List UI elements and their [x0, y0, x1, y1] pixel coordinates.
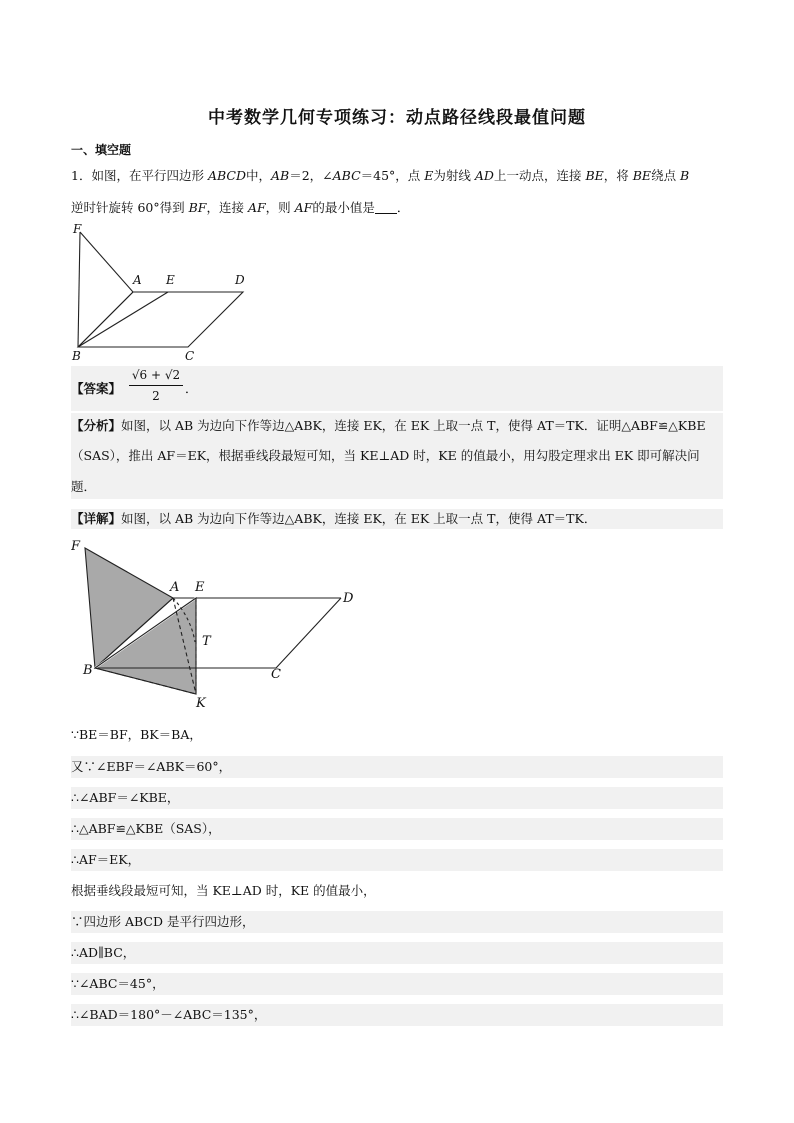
step-line: ∴△ABF≌△KBE（SAS）， [71, 818, 723, 840]
step-line: ∴∠BAD＝180°－∠ABC＝135°， [71, 1004, 723, 1026]
question-line-1 [71, 166, 723, 184]
q1-var: ABCD [207, 168, 246, 183]
analysis-block [71, 413, 723, 499]
q1-var: BE [585, 168, 604, 183]
segment-dc [276, 598, 341, 668]
section-heading: 一、填空题 [71, 143, 132, 157]
q2-text: ，则 [265, 200, 295, 215]
answer-label: 【答案】 [71, 381, 122, 396]
q2-var: AF [247, 200, 266, 215]
label-b: B [72, 349, 81, 363]
q2-var: BF [188, 200, 207, 215]
q1-text: 1．如图，在平行四边形 [71, 168, 208, 183]
question-line-2 [71, 198, 723, 216]
q1-var: E [424, 168, 434, 183]
answer-blank [375, 201, 397, 214]
detail-text: 如图，以 AB 为边向下作等边△ABK，连接 EK，在 EK 上取一点 T，使得 AT＝TK． [121, 511, 597, 526]
figure-2-construction [71, 538, 357, 714]
analysis-line-3: 题． [71, 479, 97, 494]
analysis-label: 【分析】 [71, 418, 122, 433]
answer-fraction [129, 368, 183, 403]
step-line: ∵四边形 ABCD 是平行四边形， [71, 911, 723, 933]
q2-text: ． [396, 200, 410, 215]
label-t: T [202, 634, 211, 649]
step-line: ∴AF＝EK， [71, 849, 723, 871]
fraction-numerator: √6 + √2 [129, 368, 183, 386]
q1-var: B [680, 168, 690, 183]
detail-label: 【详解】 [71, 511, 122, 526]
analysis-line-2: （SAS），推出 AF＝EK，根据垂线段最短可知，当 KE⊥AD 时，KE 的值最小，用勾股定理求出 EK 即可解决问 [71, 448, 700, 463]
parallelogram-abcd [78, 292, 243, 347]
segment-ba-inner [78, 292, 133, 347]
label-a: A [170, 580, 180, 595]
label-b: B [83, 663, 93, 678]
step-line: ∵BE＝BF，BK＝BA， [71, 727, 202, 742]
label-f: F [73, 222, 82, 236]
segment-be [78, 292, 168, 347]
label-k: K [196, 696, 206, 711]
q1-var: AB [270, 168, 290, 183]
answer-period: ． [185, 381, 198, 396]
q2-text: 逆时针旋转 60°得到 [71, 200, 189, 215]
q1-text: 绕点 [651, 168, 681, 183]
q1-text: ，将 [603, 168, 633, 183]
label-d: D [235, 273, 245, 287]
q1-var: AD [474, 168, 494, 183]
label-e: E [195, 580, 205, 595]
step-line: ∵∠ABC＝45°， [71, 973, 723, 995]
label-c: C [185, 349, 195, 363]
analysis-line-1 [71, 416, 706, 434]
q2-var: AF [294, 200, 313, 215]
label-d: D [343, 591, 354, 606]
q2-text: ，连接 [206, 200, 248, 215]
figure-1-parallelogram [68, 222, 258, 364]
q1-var: BE [632, 168, 652, 183]
label-c: C [271, 667, 281, 682]
q1-text: ＝2，∠ [289, 168, 333, 183]
page-title: 中考数学几何专项练习：动点路径线段最值问题 [208, 108, 586, 128]
q2-text: 的最小值是 [312, 200, 375, 215]
label-f: F [71, 539, 81, 554]
segment-bf [78, 232, 80, 347]
step-line: 又∵∠EBF＝∠ABK＝60°， [71, 756, 723, 778]
q1-text: 中， [245, 168, 271, 183]
step-line: ∴∠ABF＝∠KBE， [71, 787, 723, 809]
label-a: A [133, 273, 142, 287]
q1-var: ABC [332, 168, 361, 183]
label-e: E [166, 273, 175, 287]
answer-block [71, 366, 723, 411]
step-line: 根据垂线段最短可知，当 KE⊥AD 时，KE 的值最小， [71, 883, 376, 898]
q1-text: ＝45°，点 [360, 168, 425, 183]
q1-text: 为射线 [433, 168, 475, 183]
detail-line [71, 509, 723, 529]
step-line: ∴AD∥BC， [71, 942, 723, 964]
fraction-denominator: 2 [152, 389, 160, 403]
segment-fa [80, 232, 133, 292]
analysis-text: 如图，以 AB 为边向下作等边△ABK，连接 EK，在 EK 上取一点 T，使得 AT＝TK．证明△ABF≌△KBE [121, 418, 706, 433]
q1-text: 上一动点，连接 [493, 168, 586, 183]
